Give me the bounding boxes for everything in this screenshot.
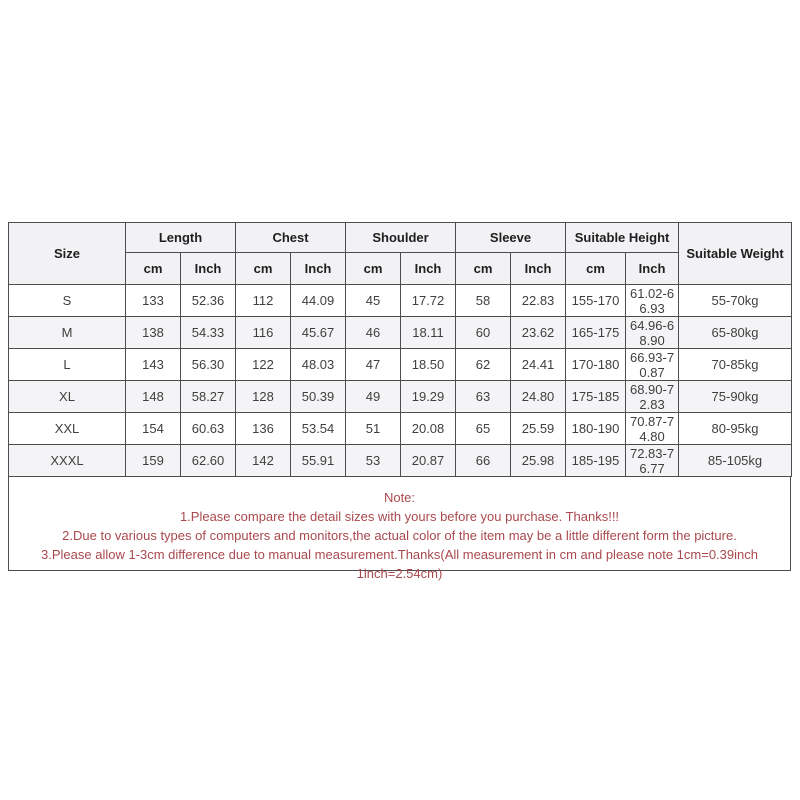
value-cell: 60.63	[181, 413, 236, 445]
size-cell: M	[9, 317, 126, 349]
value-cell: 143	[126, 349, 181, 381]
value-cell: 45	[346, 285, 401, 317]
value-cell: 66	[456, 445, 511, 477]
value-cell: 85-105kg	[679, 445, 792, 477]
value-cell: 51	[346, 413, 401, 445]
value-cell: 159	[126, 445, 181, 477]
shoulder-column-header: Shoulder	[346, 223, 456, 253]
height-cm-header: cm	[566, 253, 626, 285]
value-cell: 62	[456, 349, 511, 381]
chest-inch-header: Inch	[291, 253, 346, 285]
value-cell: 138	[126, 317, 181, 349]
size-cell: S	[9, 285, 126, 317]
value-cell: 65	[456, 413, 511, 445]
note-line-2: 2.Due to various types of computers and monitors,the actual color of the item may be a little different form the picture.	[62, 528, 737, 543]
sleeve-cm-header: cm	[456, 253, 511, 285]
value-cell: 62.60	[181, 445, 236, 477]
value-cell: 80-95kg	[679, 413, 792, 445]
size-table	[8, 222, 792, 477]
size-cell: XXXL	[9, 445, 126, 477]
value-cell: 24.41	[511, 349, 566, 381]
value-cell: 128	[236, 381, 291, 413]
chest-cm-header: cm	[236, 253, 291, 285]
value-cell: 155-170	[566, 285, 626, 317]
value-cell: 185-195	[566, 445, 626, 477]
value-cell: 52.36	[181, 285, 236, 317]
note-line-1: 1.Please compare the detail sizes with yours before you purchase. Thanks!!!	[179, 509, 620, 524]
length-column-header: Length	[126, 223, 236, 253]
value-cell: 72.83-76.77	[626, 445, 679, 477]
value-cell: 165-175	[566, 317, 626, 349]
value-cell: 75-90kg	[679, 381, 792, 413]
value-cell: 154	[126, 413, 181, 445]
value-cell: 61.02-66.93	[626, 285, 679, 317]
value-cell: 70-85kg	[679, 349, 792, 381]
value-cell: 46	[346, 317, 401, 349]
value-cell: 25.98	[511, 445, 566, 477]
table-row	[9, 381, 792, 413]
value-cell: 64.96-68.90	[626, 317, 679, 349]
value-cell: 54.33	[181, 317, 236, 349]
value-cell: 47	[346, 349, 401, 381]
size-table-body	[9, 285, 792, 477]
value-cell: 60	[456, 317, 511, 349]
value-cell: 45.67	[291, 317, 346, 349]
note-line-3: 3.Please allow 1-3cm difference due to manual measurement.Thanks(All measurement in cm and please note 1cm=0.39inch 1inch=2.54cm)	[41, 547, 758, 581]
note-box	[8, 477, 791, 581]
value-cell: 20.08	[401, 413, 456, 445]
value-cell: 63	[456, 381, 511, 413]
value-cell: 148	[126, 381, 181, 413]
value-cell: 58	[456, 285, 511, 317]
value-cell: 24.80	[511, 381, 566, 413]
value-cell: 53.54	[291, 413, 346, 445]
value-cell: 122	[236, 349, 291, 381]
header-unit-row	[9, 253, 792, 285]
value-cell: 18.11	[401, 317, 456, 349]
value-cell: 44.09	[291, 285, 346, 317]
suitable-weight-column-header: Suitable Weight	[679, 223, 792, 285]
size-table-header	[9, 223, 792, 285]
value-cell: 136	[236, 413, 291, 445]
value-cell: 50.39	[291, 381, 346, 413]
size-cell: XXL	[9, 413, 126, 445]
value-cell: 18.50	[401, 349, 456, 381]
sleeve-column-header: Sleeve	[456, 223, 566, 253]
note-title: Note:	[383, 490, 416, 505]
size-chart-content	[8, 222, 791, 581]
value-cell: 170-180	[566, 349, 626, 381]
table-row	[9, 349, 792, 381]
shoulder-cm-header: cm	[346, 253, 401, 285]
value-cell: 133	[126, 285, 181, 317]
table-row	[9, 285, 792, 317]
value-cell: 25.59	[511, 413, 566, 445]
value-cell: 56.30	[181, 349, 236, 381]
value-cell: 112	[236, 285, 291, 317]
value-cell: 180-190	[566, 413, 626, 445]
height-inch-header: Inch	[626, 253, 679, 285]
size-cell: XL	[9, 381, 126, 413]
header-group-row	[9, 223, 792, 253]
value-cell: 68.90-72.83	[626, 381, 679, 413]
value-cell: 58.27	[181, 381, 236, 413]
value-cell: 65-80kg	[679, 317, 792, 349]
suitable-height-column-header: Suitable Height	[566, 223, 679, 253]
value-cell: 53	[346, 445, 401, 477]
value-cell: 22.83	[511, 285, 566, 317]
table-row	[9, 445, 792, 477]
value-cell: 116	[236, 317, 291, 349]
value-cell: 49	[346, 381, 401, 413]
value-cell: 17.72	[401, 285, 456, 317]
value-cell: 48.03	[291, 349, 346, 381]
value-cell: 66.93-70.87	[626, 349, 679, 381]
value-cell: 19.29	[401, 381, 456, 413]
shoulder-inch-header: Inch	[401, 253, 456, 285]
value-cell: 142	[236, 445, 291, 477]
chest-column-header: Chest	[236, 223, 346, 253]
length-cm-header: cm	[126, 253, 181, 285]
value-cell: 23.62	[511, 317, 566, 349]
value-cell: 70.87-74.80	[626, 413, 679, 445]
value-cell: 20.87	[401, 445, 456, 477]
value-cell: 55-70kg	[679, 285, 792, 317]
table-row	[9, 413, 792, 445]
size-column-header: Size	[9, 223, 126, 285]
value-cell: 175-185	[566, 381, 626, 413]
size-cell: L	[9, 349, 126, 381]
table-row	[9, 317, 792, 349]
length-inch-header: Inch	[181, 253, 236, 285]
sleeve-inch-header: Inch	[511, 253, 566, 285]
value-cell: 55.91	[291, 445, 346, 477]
